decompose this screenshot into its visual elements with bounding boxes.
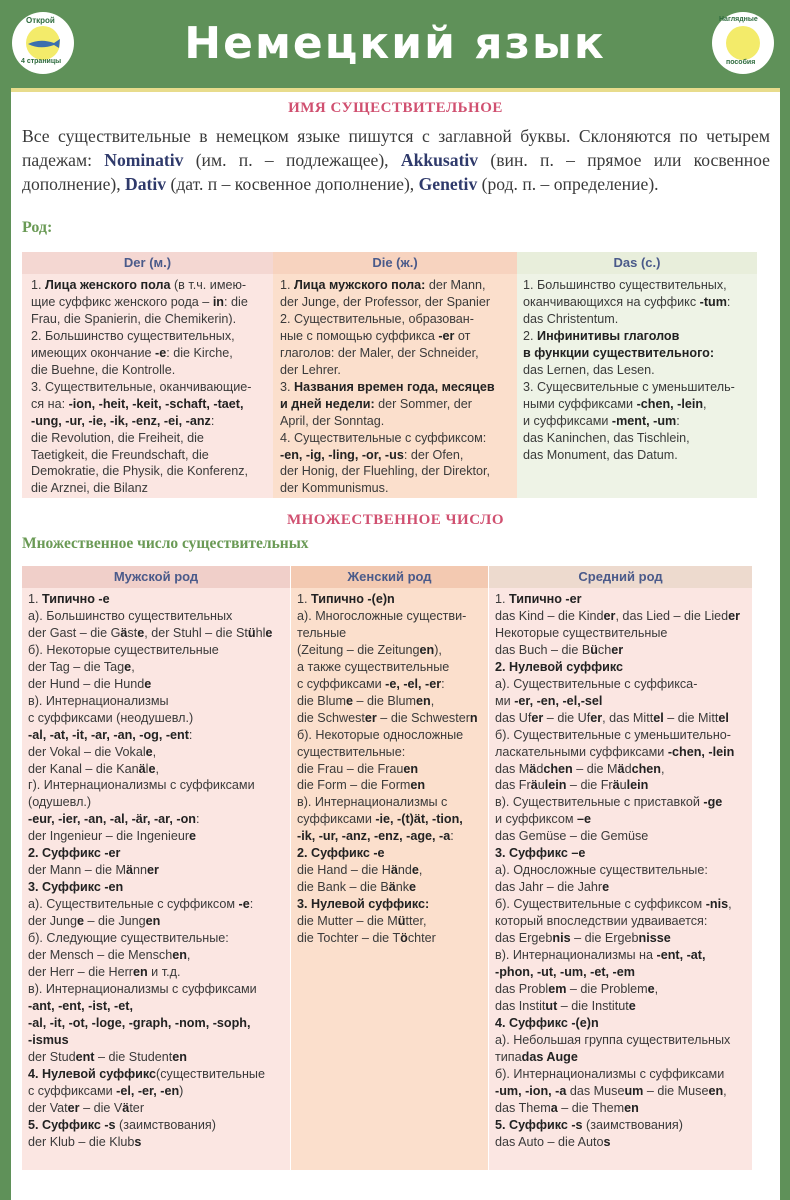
text-line: der Mann – die Männer — [28, 863, 159, 878]
text-line: 4. Существительные с суффиксом: — [280, 430, 487, 445]
text-line: das Auto – die Autos — [495, 1134, 611, 1149]
text-line: а). Существительные с суффиксом -e: — [28, 897, 254, 912]
col-header-das: Das (с.) — [517, 252, 757, 274]
text-line: der Honig, der Fluehling, der Direktor, — [280, 464, 490, 479]
text-line: в). Интернационализмы — [28, 693, 169, 708]
text-line: der Vokal – die Vokale, — [28, 744, 157, 759]
text-line: 4. Нулевой суффикс(существительные — [28, 1066, 265, 1081]
text-line: 1. Типично -er — [495, 592, 582, 606]
text-line: die Arznei, die Bilanz — [31, 481, 148, 496]
text-line: 2. Суффикс -e — [297, 846, 385, 861]
text-line: и суффиксами -ment, -um: — [523, 413, 680, 428]
text-line: die Mutter – die Mütter, — [297, 914, 427, 929]
text-line: который впоследствии удваивается: — [495, 914, 708, 929]
badge-left-line2: 4 страницы — [21, 58, 62, 65]
text-line: das Buch – die Bücher — [495, 642, 624, 657]
text-line: б). Существительные с суффиксом -nis, — [495, 897, 732, 912]
text-line: в функции существительного: — [523, 345, 715, 360]
text-line: 1. Типично -e — [28, 592, 110, 606]
text-line: die Tochter – die Töchter — [297, 931, 436, 946]
badge-ring — [726, 26, 760, 60]
text-line: das Institut – die Institute — [495, 998, 636, 1013]
text-line: der Gast – die Gäste, der Stuhl – die Stühle — [28, 625, 273, 640]
text-line: а). Небольшая группа существительных — [495, 1032, 731, 1047]
text-line: 3. Суффикс -en — [28, 880, 124, 895]
text-line: die Hand – die Hände, — [297, 863, 423, 878]
text-line: а). Большинство существительных — [28, 608, 233, 623]
text-line: а). Односложные существительные: — [495, 863, 708, 878]
text-line: оканчивающихся на суффикс -tum: — [523, 294, 731, 309]
text-line: der Herr – die Herren и т.д. — [28, 964, 181, 979]
text-line: -eur, -ier, -an, -al, -är, -ar, -on: — [28, 812, 200, 827]
text-line: 4. Суффикс -(e)n — [495, 1015, 599, 1030]
text-line: das Problem – die Probleme, — [495, 981, 659, 996]
text-line: das Kind – die Kinder, das Lied – die Lieder — [495, 608, 741, 623]
text-line: -en, -ig, -ling, -or, -us: der Ofen, — [280, 447, 464, 462]
text-line: б). Некоторые односложные — [297, 727, 464, 742]
text-line: der Junge, der Professor, der Spanier — [280, 294, 491, 309]
text-line: -um, -ion, -a das Museum – die Museen, — [495, 1083, 727, 1098]
text-line: -phon, -ut, -um, -et, -em — [495, 964, 635, 979]
text-line: -ant, -ent, -ist, -et, — [28, 998, 133, 1013]
text-line: der Vater – die Väter — [28, 1100, 145, 1115]
col-header-feminine: Женский род — [291, 566, 488, 588]
text-line: der Student – die Studenten — [28, 1049, 187, 1064]
text-line: Demokratie, die Physik, die Konferenz, — [31, 464, 248, 479]
text-line: das Thema – die Themen — [495, 1100, 639, 1115]
text-line: Frau, die Spanierin, die Chemikerin). — [31, 311, 237, 326]
text-line: ласкательными суффиксами -chen, -lein — [495, 744, 735, 759]
text-line: der Klub – die Klubs — [28, 1134, 142, 1149]
section-title-plural: МНОЖЕСТВЕННОЕ ЧИСЛО — [286, 512, 505, 528]
col-header-der: Der (м.) — [22, 252, 273, 274]
text-line: das Gemüse – die Gemüse — [495, 829, 649, 844]
text-line: die Revolution, die Freiheit, die — [31, 430, 204, 445]
text-line: 3. Названия времен года, месяцев — [280, 379, 495, 394]
text-line: 5. Суффикс -s (заимствования) — [495, 1117, 683, 1132]
intro-paragraph: Все существительные в немецком языке пишутся с заглавной буквы. Склоняются по четырем падежам: Nominativ (им. п. – подлежащее), Akkusativ (вин. п. – прямое или косвенное дополнение), Dativ (дат. п – косвенное дополнение), Genetiv (род. п. – определение). — [22, 126, 770, 194]
text-line: die Form – die Formen — [297, 778, 426, 793]
text-line: (одушевл.) — [28, 795, 92, 810]
text-line: 3. Сущесвительные с уменьшитель- — [523, 379, 735, 394]
badge-right-line1: Наглядные — [719, 16, 758, 23]
badge-right-line2: пособия — [726, 59, 756, 66]
col-body-der — [31, 277, 251, 497]
title-bar — [0, 0, 790, 88]
text-line: б). Некоторые существительные — [28, 642, 219, 657]
text-line: в). Интернационализмы на -ent, -at, — [495, 948, 706, 963]
content-sheet — [11, 88, 780, 1200]
plural-subtitle: Множественное число существительных — [22, 535, 309, 552]
text-line: -ik, -ur, -anz, -enz, -age, -a: — [297, 829, 454, 844]
text-line: -ung, -ur, -ie, -ik, -enz, -ei, -anz: — [31, 413, 215, 428]
text-line: 5. Суффикс -s (заимствования) — [28, 1117, 216, 1132]
text-line: в). Существительные с приставкой -ge — [495, 795, 723, 810]
text-line: der Tag – die Tage, — [28, 659, 135, 674]
text-line: ся на: -ion, -heit, -keit, -schaft, -taet, — [31, 396, 244, 411]
page-title: Немецкий язык — [184, 18, 606, 69]
text-line: das Fräulein – die Fräulein — [495, 778, 649, 793]
text-line: das Ergebnis – die Ergebnisse — [495, 931, 671, 946]
text-line: der Junge – die Jungen — [28, 914, 161, 929]
text-line: 2. Нулевой суффикс — [495, 659, 624, 674]
text-line: -al, -at, -it, -ar, -an, -og, -ent: — [28, 727, 193, 742]
text-line: Taetigkeit, die Freundschaft, die — [31, 447, 209, 462]
text-line: существительные: — [297, 744, 406, 759]
text-line: типаdas Auge — [495, 1049, 578, 1064]
text-line: имеющих окончание -e: die Kirche, — [31, 345, 233, 360]
text-line: der Hund – die Hunde — [28, 676, 152, 691]
section-title-noun: ИМЯ СУЩЕСТВИТЕЛЬНОЕ — [288, 100, 503, 116]
col-body-die — [280, 277, 495, 497]
text-line: Некоторые существительные — [495, 625, 668, 640]
text-line: das Monument, das Datum. — [523, 447, 678, 462]
text-line: 3. Существительные, оканчивающие- — [31, 379, 252, 394]
text-line: die Bank – die Bänke — [297, 880, 417, 895]
text-line: 2. Суффикс -er — [28, 846, 121, 861]
text-line: а). Многосложные существи- — [297, 608, 467, 623]
text-line: -ismus — [28, 1032, 69, 1047]
text-line: б). Интернационализмы с суффиксами — [495, 1066, 725, 1081]
text-line: (Zeitung – die Zeitungen), — [297, 642, 442, 657]
text-line: der Kommunismus. — [280, 481, 389, 496]
text-line: с суффиксами (неодушевл.) — [28, 710, 194, 725]
text-line: die Blume – die Blumen, — [297, 693, 435, 708]
text-line: в). Интернационализмы с суффиксами — [28, 981, 257, 996]
text-line: das Ufer – die Ufer, das Mittel – die Mittel — [495, 710, 729, 725]
text-line: г). Интернационализмы с суффиксами — [28, 778, 255, 793]
text-line: das Christentum. — [523, 311, 619, 326]
col-header-die: Die (ж.) — [273, 252, 517, 274]
col-header-neuter: Средний род — [489, 566, 752, 588]
text-line: -al, -it, -ot, -loge, -graph, -nom, -soph, — [28, 1015, 251, 1030]
text-line: das Mädchen – die Mädchen, — [495, 761, 665, 776]
gender-subtitle: Род: — [22, 219, 53, 236]
text-line: и суффиксом –e — [495, 812, 592, 827]
col-body-neuter — [495, 591, 740, 1150]
col-body-feminine — [297, 591, 478, 947]
text-line: глаголов: der Maler, der Schneider, — [280, 345, 479, 360]
text-line: die Schwester – die Schwestern — [297, 710, 478, 725]
text-line: 2. Инфинитивы глаголов — [523, 328, 680, 343]
text-line: der Mensch – die Menschen, — [28, 948, 191, 963]
col-body-masculine — [28, 591, 272, 1150]
text-line: а также существительные — [297, 659, 450, 674]
text-line: 3. Суффикс –e — [495, 846, 586, 861]
text-line: щие суффикс женского рода – in: die — [31, 294, 248, 309]
text-line: ные с помощью суффикса -er от — [280, 328, 471, 343]
text-line: der Kanal – die Kanäle, — [28, 761, 159, 776]
col-header-masculine: Мужской род — [22, 566, 290, 588]
badge-left-line1: Открой — [26, 16, 55, 25]
text-line: April, der Sonntag. — [280, 413, 385, 428]
text-line: der Ingenieur – die Ingenieure — [28, 829, 197, 844]
text-line: das Kaninchen, das Tischlein, — [523, 430, 690, 445]
text-line: ными суффиксами -chen, -lein, — [523, 396, 707, 411]
text-line: а). Существительные с суффикса- — [495, 676, 698, 691]
text-line: 1. Большинство существительных, — [523, 278, 727, 292]
text-line: die Frau – die Frauen — [297, 761, 419, 776]
text-line: 1. Лица женского пола (в т.ч. имею- — [31, 278, 247, 292]
text-line: б). Следующие существительные: — [28, 931, 229, 946]
text-line: ми -er, -en, -el,-sel — [495, 693, 603, 708]
text-line: der Lehrer. — [280, 362, 341, 377]
text-line: в). Интернационализмы с — [297, 795, 448, 810]
sheet-accent-line — [11, 88, 780, 92]
text-line: суффиксами -ie, -(t)ät, -tion, — [297, 812, 463, 827]
col-body-das — [523, 277, 735, 463]
text-line: 2. Большинство существительных, — [31, 328, 235, 343]
text-line: и дней недели: der Sommer, der — [280, 396, 472, 411]
text-line: с суффиксами -e, -el, -er: — [297, 676, 445, 691]
text-line: die Buehne, die Kontrolle. — [31, 362, 176, 377]
text-line: тельные — [297, 625, 347, 640]
text-line: б). Существительные с уменьшительно- — [495, 727, 731, 742]
text-line: 2. Существительные, образован- — [280, 311, 474, 326]
visual-aids-badge-icon — [712, 12, 774, 74]
text-line: das Jahr – die Jahre — [495, 880, 610, 895]
text-line: 1. Лица мужского пола: der Mann, — [280, 278, 486, 292]
text-line: das Lernen, das Lesen. — [523, 362, 655, 377]
text-line: 3. Нулевой суффикс: — [297, 897, 430, 912]
text-line: с суффиксами -el, -er, -en) — [28, 1083, 184, 1098]
text-line: 1. Типично -(e)n — [297, 592, 395, 606]
